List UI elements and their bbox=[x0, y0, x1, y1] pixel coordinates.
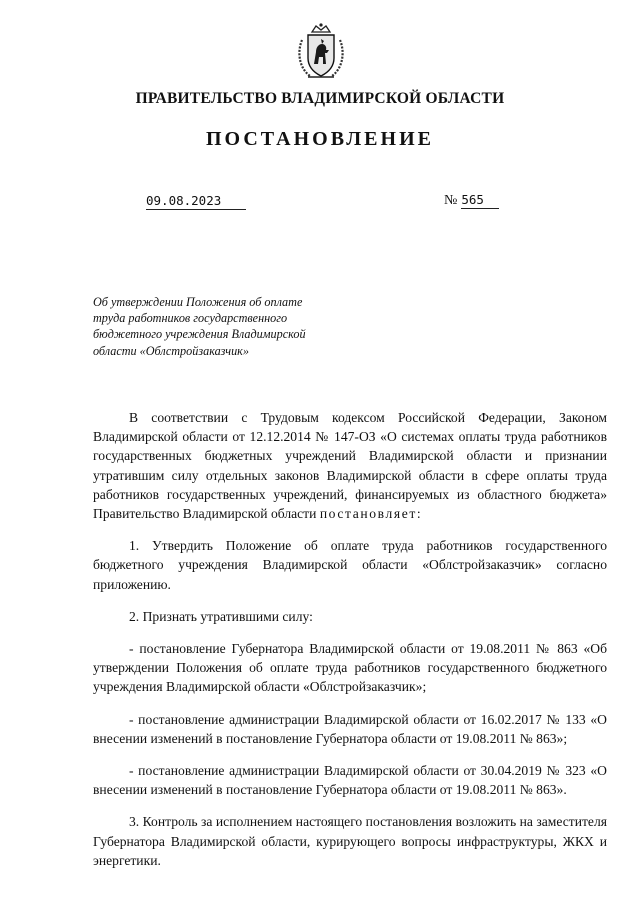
decree-word: постановляет: bbox=[319, 506, 423, 522]
preamble-text: В соответствии с Трудовым кодексом Российской Федерации, Законом Владимирской области от 12.12.2014 № 147-ОЗ «О системах оплаты труда работников государственных бюджетных учреждений Владимирской области и признании утратившим силу отдельных законов Владимирской области в сфере оплаты труда работников государственных учреждений, финансируемых из областного бюджета» Правительство Владимирской области bbox=[93, 410, 607, 522]
item-1: 1. Утвердить Положение об оплате труда работников государственного бюджетного учреждения Владимирской области «Облстройзаказчик» согласно приложению. bbox=[93, 538, 607, 592]
item-2-c: - постановление администрации Владимирской области от 30.04.2019 № 323 «О внесении изменений в постановление Губернатора области от 19.08.2011 № 863». bbox=[93, 763, 607, 798]
preamble-paragraph bbox=[93, 408, 607, 523]
item-2-a: - постановление Губернатора Владимирской области от 19.08.2011 № 863 «Об утверждении Положения об оплате труда работников государственного бюджетного учреждения Владимирской области «Облстройзаказчик»; bbox=[93, 641, 607, 695]
document-date: 09.08.2023 bbox=[146, 193, 246, 210]
organization-title: ПРАВИТЕЛЬСТВО ВЛАДИМИРСКОЙ ОБЛАСТИ bbox=[135, 90, 505, 107]
item-2: 2. Признать утратившими силу: bbox=[129, 608, 313, 624]
number-sign: № bbox=[444, 193, 458, 208]
item-3: 3. Контроль за исполнением настоящего постановления возложить на заместителя Губернатора Владимирской области, курирующего вопросы инфраструктуры, ЖКХ и энергетики. bbox=[93, 814, 607, 868]
document-subject: Об утверждении Положения об оплате труда работников государственного бюджетного учреждения Владимирской области «Облстройзаказчик» bbox=[93, 295, 306, 358]
item-2-b: - постановление администрации Владимирской области от 16.02.2017 № 133 «О внесении изменений в постановление Губернатора области от 19.08.2011 № 863»; bbox=[93, 711, 607, 746]
coat-of-arms-emblem bbox=[294, 22, 348, 80]
document-number: 565 bbox=[461, 192, 499, 209]
document-number-block bbox=[444, 192, 499, 209]
document-type-title: ПОСТАНОВЛЕНИЕ bbox=[206, 128, 434, 150]
document-body bbox=[93, 408, 607, 870]
